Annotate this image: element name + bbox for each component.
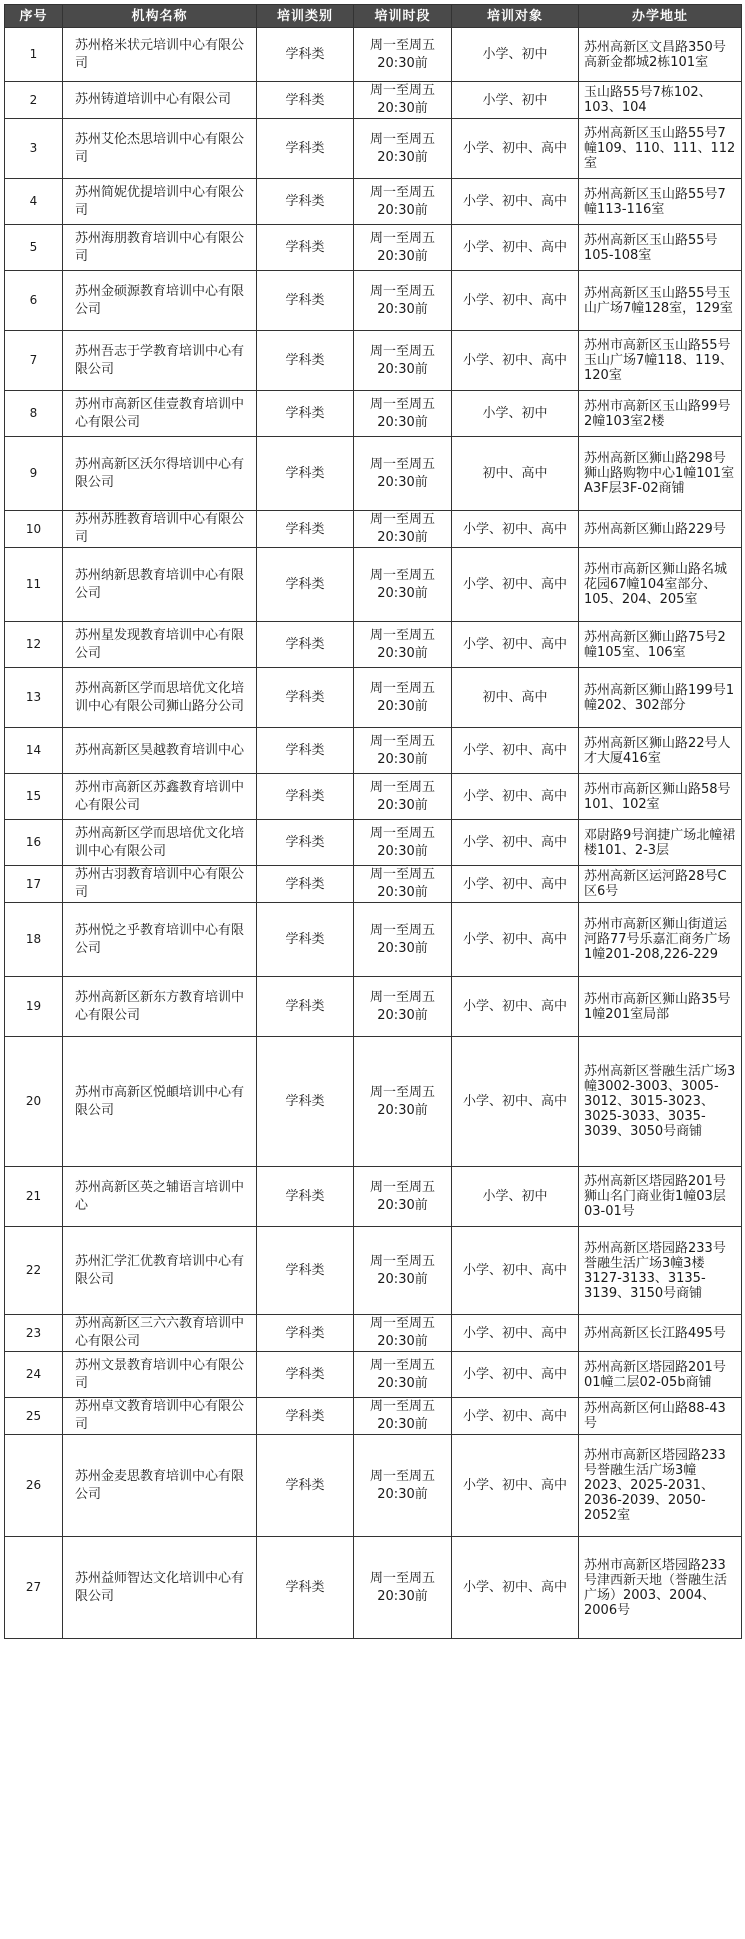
table-row <box>5 391 742 437</box>
training-time: 周一至周五 20:30前 <box>354 548 452 622</box>
institution-name: 苏州市高新区悦頔培训中心有限公司 <box>63 1037 257 1167</box>
table-row <box>5 1398 742 1435</box>
training-category: 学科类 <box>257 1352 354 1398</box>
institution-name: 苏州高新区新东方教育培训中心有限公司 <box>63 977 257 1037</box>
training-target: 小学、初中 <box>452 28 579 82</box>
training-time: 周一至周五 20:30前 <box>354 1352 452 1398</box>
training-target: 小学、初中、高中 <box>452 774 579 820</box>
school-address: 苏州高新区狮山路298号狮山路购物中心1幢101室A3F层3F-02商铺 <box>579 437 742 511</box>
institution-name: 苏州格米状元培训中心有限公司 <box>63 28 257 82</box>
school-address: 苏州高新区玉山路55号7幢113-116室 <box>579 179 742 225</box>
training-target: 小学、初中、高中 <box>452 977 579 1037</box>
table-row <box>5 728 742 774</box>
training-target: 小学、初中、高中 <box>452 866 579 903</box>
table-row <box>5 82 742 119</box>
training-category: 学科类 <box>257 82 354 119</box>
training-category: 学科类 <box>257 1227 354 1315</box>
school-address: 苏州市高新区玉山路55号玉山广场7幢118、119、120室 <box>579 331 742 391</box>
row-number: 13 <box>5 668 63 728</box>
school-address: 苏州市高新区塔园路233号津西新天地（誉融生活广场）2003、2004、2006号 <box>579 1537 742 1639</box>
training-category: 学科类 <box>257 179 354 225</box>
training-category: 学科类 <box>257 331 354 391</box>
school-address: 苏州高新区运河路28号C区6号 <box>579 866 742 903</box>
training-target: 小学、初中、高中 <box>452 271 579 331</box>
row-number: 21 <box>5 1167 63 1227</box>
institution-name: 苏州悦之乎教育培训中心有限公司 <box>63 903 257 977</box>
row-number: 27 <box>5 1537 63 1639</box>
table-row <box>5 668 742 728</box>
training-time: 周一至周五 20:30前 <box>354 1435 452 1537</box>
training-category: 学科类 <box>257 820 354 866</box>
training-target: 小学、初中、高中 <box>452 1227 579 1315</box>
table-row <box>5 511 742 548</box>
table-row <box>5 1435 742 1537</box>
row-number: 1 <box>5 28 63 82</box>
row-number: 16 <box>5 820 63 866</box>
table-row <box>5 866 742 903</box>
table-row <box>5 977 742 1037</box>
school-address: 苏州高新区塔园路233号誉融生活广场3幢3楼3127-3133、3135-3139、3150号商铺 <box>579 1227 742 1315</box>
row-number: 8 <box>5 391 63 437</box>
training-category: 学科类 <box>257 728 354 774</box>
school-address: 苏州高新区狮山路22号人才大厦416室 <box>579 728 742 774</box>
table-row <box>5 1352 742 1398</box>
training-category: 学科类 <box>257 271 354 331</box>
table-row <box>5 548 742 622</box>
training-time: 周一至周五 20:30前 <box>354 866 452 903</box>
training-time: 周一至周五 20:30前 <box>354 82 452 119</box>
table-row <box>5 1315 742 1352</box>
training-target: 小学、初中、高中 <box>452 511 579 548</box>
training-time: 周一至周五 20:30前 <box>354 1398 452 1435</box>
row-number: 7 <box>5 331 63 391</box>
institution-name: 苏州铸道培训中心有限公司 <box>63 82 257 119</box>
table-row <box>5 119 742 179</box>
row-number: 17 <box>5 866 63 903</box>
table-row <box>5 820 742 866</box>
training-time: 周一至周五 20:30前 <box>354 271 452 331</box>
training-category: 学科类 <box>257 866 354 903</box>
institution-name: 苏州简妮优提培训中心有限公司 <box>63 179 257 225</box>
table-row <box>5 271 742 331</box>
training-target: 小学、初中、高中 <box>452 728 579 774</box>
row-number: 2 <box>5 82 63 119</box>
training-target: 小学、初中、高中 <box>452 820 579 866</box>
training-category: 学科类 <box>257 622 354 668</box>
institution-name: 苏州益师智达文化培训中心有限公司 <box>63 1537 257 1639</box>
row-number: 20 <box>5 1037 63 1167</box>
school-address: 苏州高新区长江路495号 <box>579 1315 742 1352</box>
header-row <box>5 5 742 28</box>
row-number: 9 <box>5 437 63 511</box>
header-time: 培训时段 <box>354 5 452 28</box>
training-time: 周一至周五 20:30前 <box>354 774 452 820</box>
table-row <box>5 1037 742 1167</box>
institution-name: 苏州高新区学而思培优文化培训中心有限公司 <box>63 820 257 866</box>
institution-table <box>4 4 742 1639</box>
training-category: 学科类 <box>257 225 354 271</box>
training-target: 小学、初中、高中 <box>452 1537 579 1639</box>
school-address: 苏州市高新区狮山路35号1幢201室局部 <box>579 977 742 1037</box>
training-category: 学科类 <box>257 1167 354 1227</box>
training-target: 小学、初中、高中 <box>452 548 579 622</box>
row-number: 24 <box>5 1352 63 1398</box>
training-time: 周一至周五 20:30前 <box>354 728 452 774</box>
training-time: 周一至周五 20:30前 <box>354 179 452 225</box>
school-address: 苏州高新区玉山路55号7幢109、110、111、112室 <box>579 119 742 179</box>
training-target: 初中、高中 <box>452 668 579 728</box>
institution-name: 苏州高新区三六六教育培训中心有限公司 <box>63 1315 257 1352</box>
row-number: 12 <box>5 622 63 668</box>
training-time: 周一至周五 20:30前 <box>354 903 452 977</box>
training-category: 学科类 <box>257 119 354 179</box>
school-address: 苏州高新区何山路88-43号 <box>579 1398 742 1435</box>
training-time: 周一至周五 20:30前 <box>354 28 452 82</box>
institution-name: 苏州高新区沃尔得培训中心有限公司 <box>63 437 257 511</box>
training-time: 周一至周五 20:30前 <box>354 977 452 1037</box>
institution-name: 苏州文景教育培训中心有限公司 <box>63 1352 257 1398</box>
training-target: 小学、初中、高中 <box>452 1398 579 1435</box>
row-number: 5 <box>5 225 63 271</box>
school-address: 玉山路55号7栋102、103、104 <box>579 82 742 119</box>
training-target: 小学、初中、高中 <box>452 119 579 179</box>
row-number: 14 <box>5 728 63 774</box>
row-number: 23 <box>5 1315 63 1352</box>
training-time: 周一至周五 20:30前 <box>354 119 452 179</box>
institution-name: 苏州金麦思教育培训中心有限公司 <box>63 1435 257 1537</box>
header-address: 办学地址 <box>579 5 742 28</box>
training-target: 小学、初中、高中 <box>452 331 579 391</box>
training-target: 小学、初中 <box>452 1167 579 1227</box>
school-address: 苏州高新区狮山路199号1幢202、302部分 <box>579 668 742 728</box>
header-category: 培训类别 <box>257 5 354 28</box>
school-address: 苏州高新区文昌路350号高新金都城2栋101室 <box>579 28 742 82</box>
training-target: 小学、初中、高中 <box>452 225 579 271</box>
institution-name: 苏州苏胜教育培训中心有限公司 <box>63 511 257 548</box>
training-category: 学科类 <box>257 903 354 977</box>
institution-name: 苏州星发现教育培训中心有限公司 <box>63 622 257 668</box>
table-row <box>5 1537 742 1639</box>
training-time: 周一至周五 20:30前 <box>354 391 452 437</box>
training-category: 学科类 <box>257 668 354 728</box>
institution-name: 苏州汇学汇优教育培训中心有限公司 <box>63 1227 257 1315</box>
training-time: 周一至周五 20:30前 <box>354 331 452 391</box>
institution-name: 苏州高新区学而思培优文化培训中心有限公司狮山路分公司 <box>63 668 257 728</box>
school-address: 苏州市高新区塔园路233号誉融生活广场3幢2023、2025-2031、2036-2039、2050-2052室 <box>579 1435 742 1537</box>
school-address: 苏州高新区塔园路201号狮山名门商业街1幢03层03-01号 <box>579 1167 742 1227</box>
row-number: 26 <box>5 1435 63 1537</box>
table-row <box>5 179 742 225</box>
training-time: 周一至周五 20:30前 <box>354 1037 452 1167</box>
training-category: 学科类 <box>257 437 354 511</box>
institution-name: 苏州吾志于学教育培训中心有限公司 <box>63 331 257 391</box>
institution-name: 苏州艾伦杰思培训中心有限公司 <box>63 119 257 179</box>
table-row <box>5 622 742 668</box>
training-target: 小学、初中、高中 <box>452 1352 579 1398</box>
school-address: 苏州高新区狮山路75号2幢105室、106室 <box>579 622 742 668</box>
training-time: 周一至周五 20:30前 <box>354 1167 452 1227</box>
school-address: 苏州高新区塔园路201号01幢二层02-05b商铺 <box>579 1352 742 1398</box>
row-number: 11 <box>5 548 63 622</box>
table-row <box>5 774 742 820</box>
row-number: 19 <box>5 977 63 1037</box>
table-row <box>5 1227 742 1315</box>
school-address: 苏州市高新区玉山路99号2幢103室2楼 <box>579 391 742 437</box>
institution-name: 苏州市高新区苏鑫教育培训中心有限公司 <box>63 774 257 820</box>
school-address: 苏州高新区玉山路55号玉山广场7幢128室，129室 <box>579 271 742 331</box>
school-address: 苏州市高新区狮山街道运河路77号乐嘉汇商务广场1幢201-208,226-229 <box>579 903 742 977</box>
training-target: 小学、初中、高中 <box>452 1435 579 1537</box>
school-address: 苏州高新区誉融生活广场3幢3002-3003、3005-3012、3015-3023、3025-3033、3035-3039、3050号商铺 <box>579 1037 742 1167</box>
training-target: 小学、初中、高中 <box>452 622 579 668</box>
institution-name: 苏州海朋教育培训中心有限公司 <box>63 225 257 271</box>
school-address: 苏州市高新区狮山路名城花园67幢104室部分、105、204、205室 <box>579 548 742 622</box>
institution-name: 苏州金硕源教育培训中心有限公司 <box>63 271 257 331</box>
training-time: 周一至周五 20:30前 <box>354 1227 452 1315</box>
header-name: 机构名称 <box>63 5 257 28</box>
row-number: 22 <box>5 1227 63 1315</box>
header-no: 序号 <box>5 5 63 28</box>
row-number: 15 <box>5 774 63 820</box>
row-number: 10 <box>5 511 63 548</box>
table-row <box>5 225 742 271</box>
table-row <box>5 1167 742 1227</box>
training-target: 小学、初中、高中 <box>452 903 579 977</box>
school-address: 邓尉路9号润捷广场北幢裙楼101、2-3层 <box>579 820 742 866</box>
institution-name: 苏州卓文教育培训中心有限公司 <box>63 1398 257 1435</box>
school-address: 苏州高新区玉山路55号105-108室 <box>579 225 742 271</box>
training-target: 小学、初中、高中 <box>452 1037 579 1167</box>
training-time: 周一至周五 20:30前 <box>354 622 452 668</box>
row-number: 6 <box>5 271 63 331</box>
training-target: 小学、初中、高中 <box>452 179 579 225</box>
training-category: 学科类 <box>257 548 354 622</box>
institution-name: 苏州古羽教育培训中心有限公司 <box>63 866 257 903</box>
row-number: 25 <box>5 1398 63 1435</box>
training-category: 学科类 <box>257 511 354 548</box>
training-target: 小学、初中 <box>452 82 579 119</box>
row-number: 18 <box>5 903 63 977</box>
training-category: 学科类 <box>257 28 354 82</box>
training-time: 周一至周五 20:30前 <box>354 225 452 271</box>
institution-name: 苏州市高新区佳壹教育培训中心有限公司 <box>63 391 257 437</box>
institution-name: 苏州纳新思教育培训中心有限公司 <box>63 548 257 622</box>
training-category: 学科类 <box>257 1037 354 1167</box>
header-target: 培训对象 <box>452 5 579 28</box>
training-time: 周一至周五 20:30前 <box>354 820 452 866</box>
training-category: 学科类 <box>257 1537 354 1639</box>
school-address: 苏州高新区狮山路229号 <box>579 511 742 548</box>
table-row <box>5 28 742 82</box>
institution-name: 苏州高新区英之辅语言培训中心 <box>63 1167 257 1227</box>
table-row <box>5 437 742 511</box>
school-address: 苏州市高新区狮山路58号101、102室 <box>579 774 742 820</box>
training-category: 学科类 <box>257 1398 354 1435</box>
table-row <box>5 331 742 391</box>
training-time: 周一至周五 20:30前 <box>354 511 452 548</box>
training-time: 周一至周五 20:30前 <box>354 1315 452 1352</box>
row-number: 4 <box>5 179 63 225</box>
training-time: 周一至周五 20:30前 <box>354 437 452 511</box>
row-number: 3 <box>5 119 63 179</box>
table-row <box>5 903 742 977</box>
training-target: 小学、初中、高中 <box>452 1315 579 1352</box>
training-time: 周一至周五 20:30前 <box>354 668 452 728</box>
training-category: 学科类 <box>257 391 354 437</box>
training-target: 小学、初中 <box>452 391 579 437</box>
training-category: 学科类 <box>257 1315 354 1352</box>
training-category: 学科类 <box>257 774 354 820</box>
training-category: 学科类 <box>257 1435 354 1537</box>
training-time: 周一至周五 20:30前 <box>354 1537 452 1639</box>
institution-name: 苏州高新区昊越教育培训中心 <box>63 728 257 774</box>
training-category: 学科类 <box>257 977 354 1037</box>
training-target: 初中、高中 <box>452 437 579 511</box>
